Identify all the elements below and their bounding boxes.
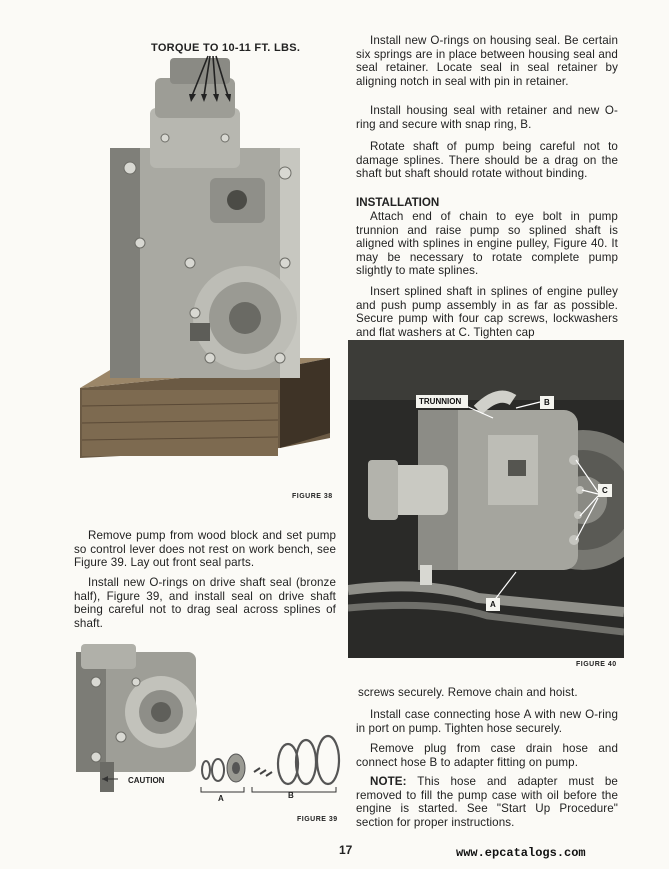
figure-40-callout-a: A — [490, 600, 496, 609]
paragraph-screws-securely: screws securely. Remove chain and hoist. — [358, 686, 578, 699]
figure-39-caption: FIGURE 39 — [297, 816, 338, 823]
page-number: 17 — [339, 843, 353, 857]
figure-40-callout-trunnion: TRUNNION — [419, 397, 462, 406]
figure-38-photo — [70, 38, 340, 488]
paragraph-remove-plug: Remove plug from case drain hose and connect hose B to adapter fitting on pump. — [356, 742, 618, 769]
figure-40-callout-c: C — [602, 486, 608, 495]
note-label: NOTE: — [370, 775, 407, 788]
figure-38-caption: FIGURE 38 — [292, 493, 333, 500]
paragraph-install-housing-seal: Install housing seal with retainer and new O-ring and secure with snap ring, B. — [356, 104, 618, 131]
paragraph-install-case-hose: Install case connecting hose A with new O-ring in port on pump. Tighten hose securely. — [356, 708, 618, 735]
paragraph-insert-shaft: Insert splined shaft in splines of engine pulley and push pump assembly in as far as possible. Secure pump with four cap screws, lockwashers and flat washers at C. Tighten cap — [356, 285, 618, 339]
paragraph-attach-chain: Attach end of chain to eye bolt in pump trunnion and raise pump so splined shaft is aligned with splines in engine pulley, Figure 40. It may be necessary to rotate complete pump slightly to mate splines. — [356, 210, 618, 278]
note-text: This hose and adapter must be removed to fill the pump case with oil before the engine is started. See "Start Up Procedure" section for proper instructions. — [356, 775, 618, 829]
paragraph-housing-seal: Install new O-rings on housing seal. Be certain six springs are in place between housing seal and seal retainer. Locate seal in seal retainer by aligning notch in seal with pin in retainer. — [356, 34, 618, 88]
paragraph-note — [356, 775, 618, 829]
figure-39-photo — [66, 642, 346, 812]
figure-39-callout-caution: CAUTION — [128, 776, 165, 785]
figure-40-caption: FIGURE 40 — [576, 661, 617, 668]
paragraph-rotate-shaft: Rotate shaft of pump being careful not to damage splines. There should be a drag on the shaft but shaft should rotate without binding. — [356, 140, 618, 181]
figure-39-callout-b: B — [288, 791, 294, 800]
figure-40-callout-b: B — [544, 398, 550, 407]
installation-heading: INSTALLATION — [356, 196, 440, 209]
watermark-link[interactable]: www.epcatalogs.com — [456, 846, 586, 860]
figure-39-callout-a: A — [218, 794, 224, 803]
paragraph-install-drive-seal: Install new O-rings on drive shaft seal (bronze half), Figure 39, and install seal on drive shaft being careful not to drag seal across splines of shaft. — [74, 576, 336, 630]
paragraph-remove-pump: Remove pump from wood block and set pump so control lever does not rest on work bench, see Figure 39. Lay out front seal parts. — [74, 529, 336, 570]
figure-40-photo — [348, 340, 624, 658]
figure-38-torque-label: TORQUE TO 10-11 FT. LBS. — [151, 42, 301, 54]
